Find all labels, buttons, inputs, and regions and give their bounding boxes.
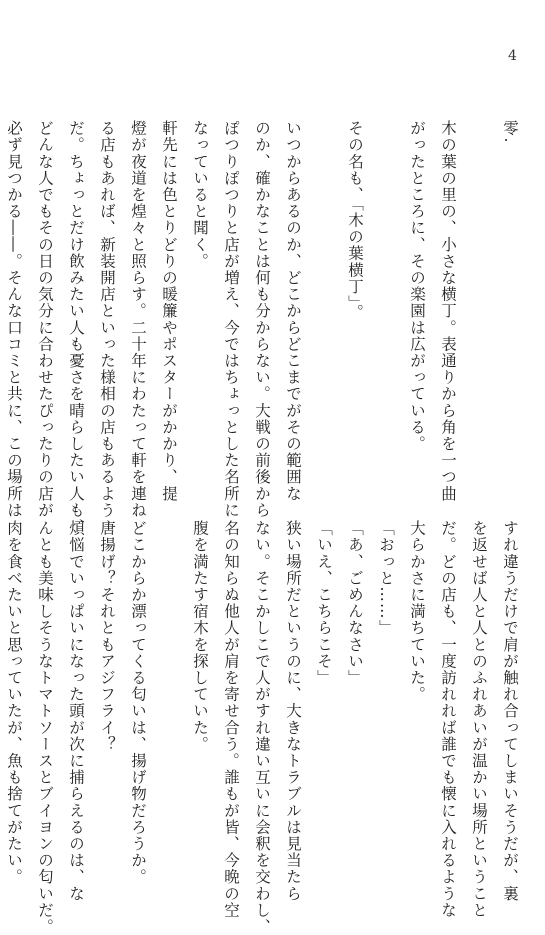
- text-column: 「おっと……」: [377, 520, 395, 637]
- text-column: だ。どの店も、一度訪れれば誰でも懐に入れるような: [439, 520, 457, 919]
- text-column: ない。そこかしこで人がすれ違い互いに会釈を交わし、: [253, 520, 271, 935]
- text-column: 必ず見つかる――。そんな口コミと共に、この場所は: [5, 120, 23, 519]
- page-number: 4: [508, 48, 517, 64]
- text-column: 煩悩でいっぱいになった頭が次に捕らえるのは、な: [67, 520, 85, 902]
- text-column: どんな人でもその日の気分に合わせたぴったりの店が: [36, 120, 54, 519]
- text-column: 大らかさに満ちていた。: [408, 520, 426, 703]
- text-column: 狭い場所だというのに、大きなトラブルは見当たら: [284, 520, 302, 902]
- text-column: がったところに、その楽園は広がっている。: [408, 120, 426, 452]
- text-column: 木の葉の里の、小さな横丁。表通りから角を一つ曲: [439, 120, 457, 502]
- text-column: どこからか漂ってくる匂いは、揚げ物だろうか。: [129, 520, 147, 886]
- text-column: 腹を満たす宿木を探していた。: [191, 520, 209, 753]
- text-column: 「いえ、こちらこそ」: [315, 520, 333, 686]
- text-column: いつからあるのか、どこからどこまでがその範囲な: [284, 120, 302, 502]
- text-column: だ。ちょっとだけ飲みたい人も憂さを晴らしたい人も、: [67, 120, 85, 535]
- text-column: を返せば人と人とのふれあいが温かい場所ということ: [470, 520, 488, 919]
- chapter-heading: 零.: [501, 120, 519, 145]
- text-column: 燈が夜道を煌々と照らす。二十年にわたって軒を連ね: [129, 120, 147, 519]
- text-column: 「あ、ごめんなさい」: [346, 520, 364, 686]
- text-column: 軒先には色とりどりの暖簾やポスターがかかり、提: [160, 120, 178, 502]
- lower-text-block: [0, 520, 525, 935]
- text-column: なっていると聞く。: [191, 120, 209, 270]
- text-column: 唐揚げ？それともアジフライ？: [98, 520, 116, 753]
- text-column: ぽつりぽつりと店が増え、今ではちょっとした名所に: [222, 120, 240, 519]
- text-column: 名の知らぬ他人が肩を寄せ合う。誰もが皆、今晩の空: [222, 520, 240, 919]
- text-column: その名も、「木の葉横丁」。: [346, 120, 364, 321]
- text-column: すれ違うだけで肩が触れ合ってしまいそうだが、裏: [501, 520, 519, 902]
- text-column: んとも美味しそうなトマトソースとブイヨンの匂いだ。: [36, 520, 54, 935]
- text-column: る店もあれば、新装開店といった様相の店もあるよう: [98, 120, 116, 519]
- upper-text-block: [0, 120, 525, 535]
- text-column: 肉を食べたいと思っていたが、魚も捨てがたい。: [5, 520, 23, 886]
- text-column: のか、確かなことは何も分からない。大戦の前後から: [253, 120, 271, 519]
